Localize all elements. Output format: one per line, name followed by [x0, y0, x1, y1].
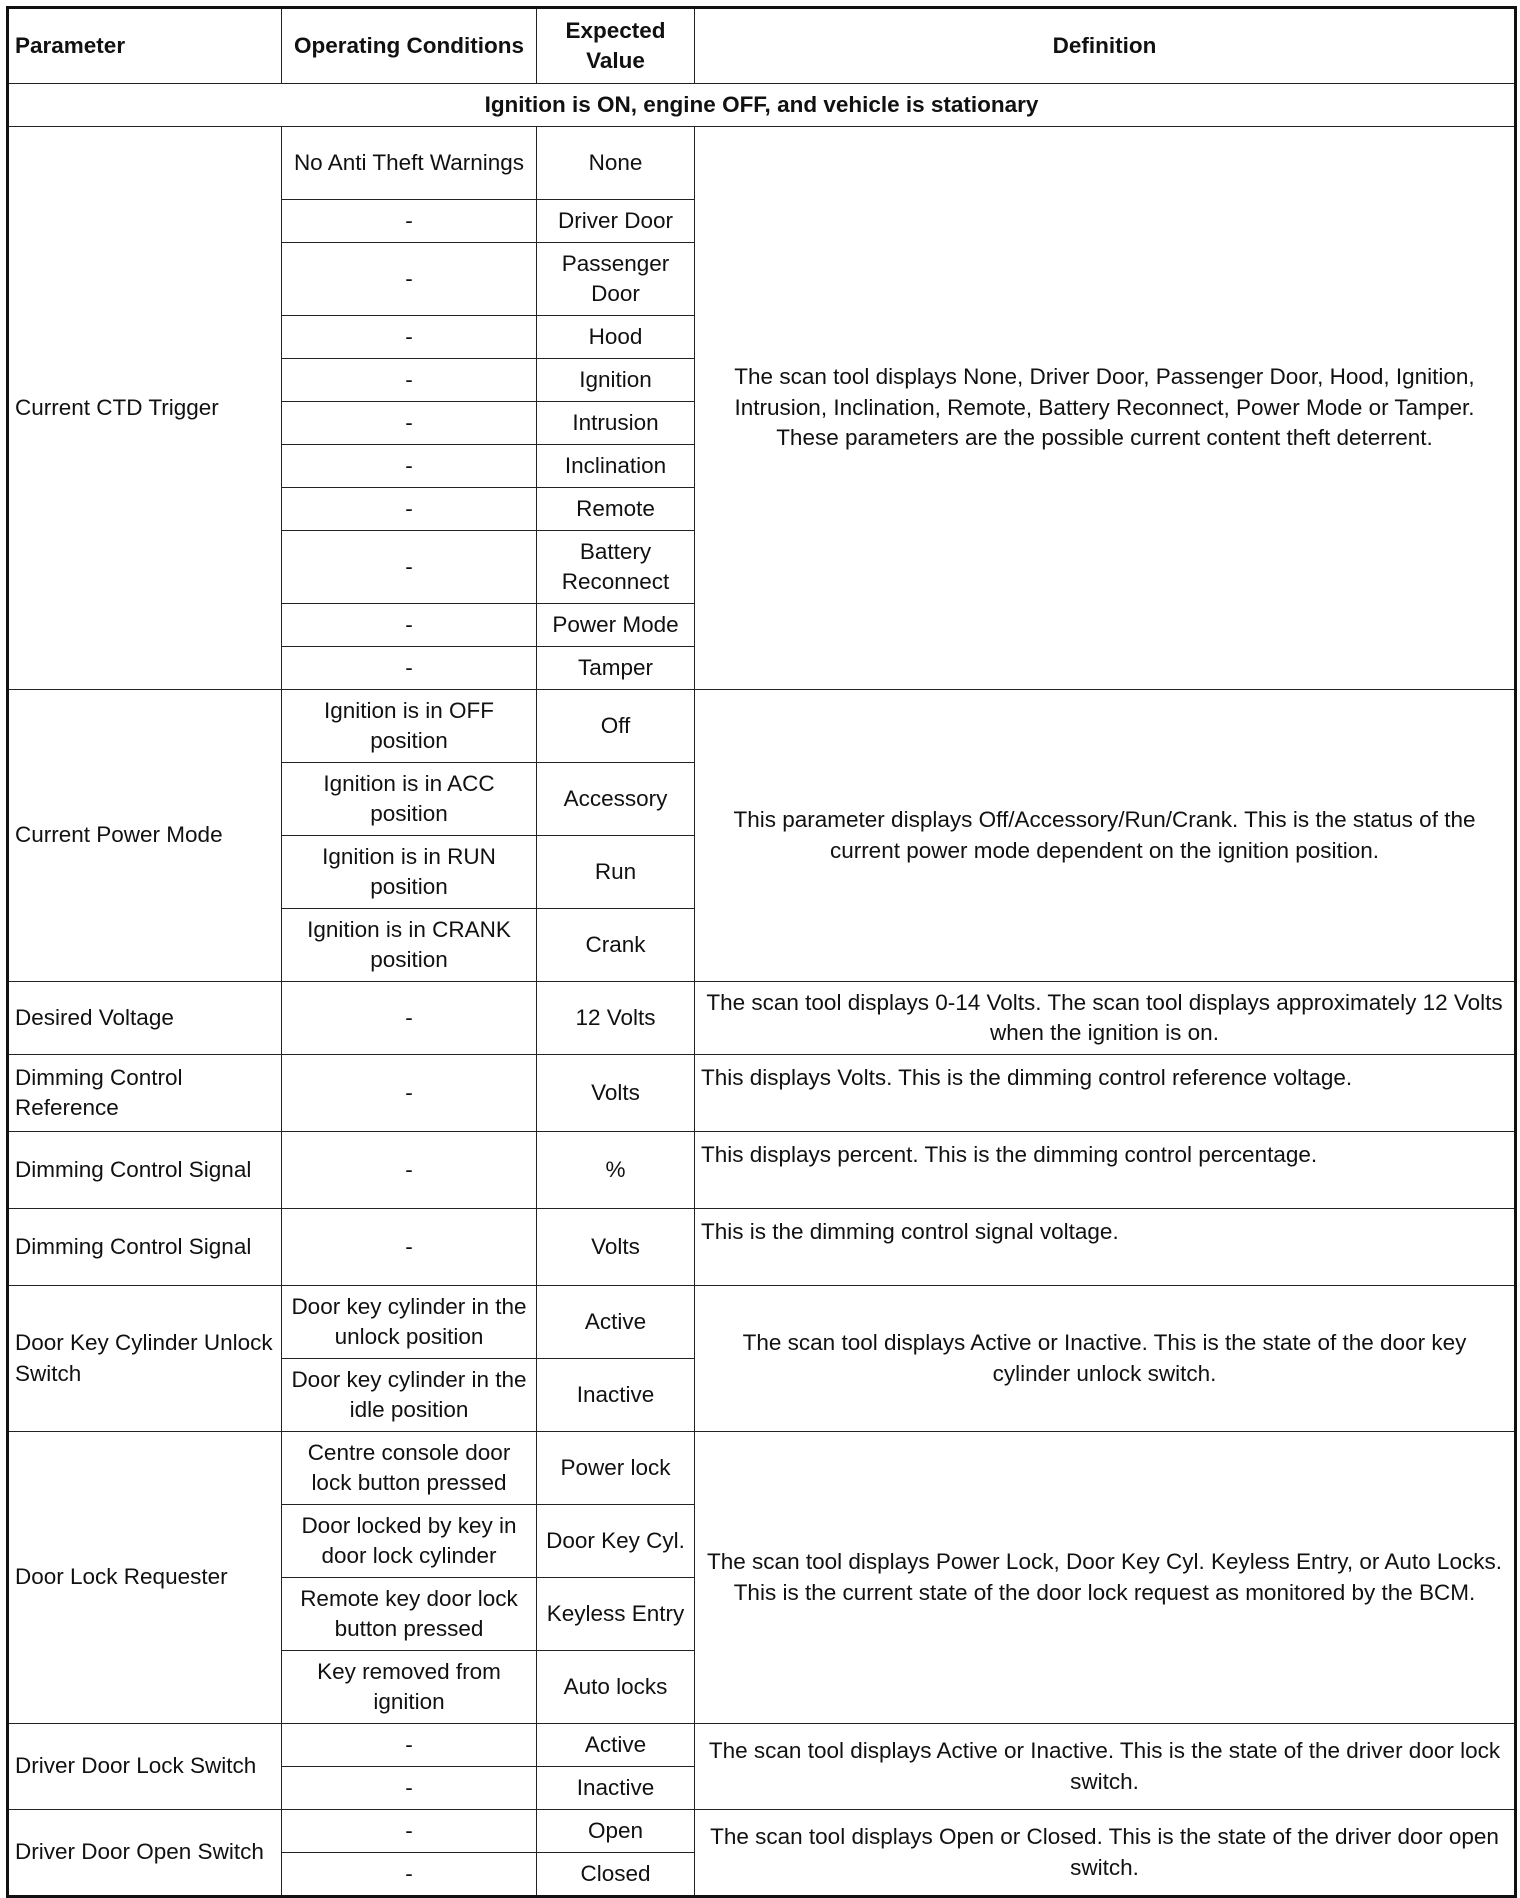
condition-cell: - [282, 243, 537, 316]
param-cell: Current CTD Trigger [8, 127, 282, 690]
param-cell: Current Power Mode [8, 690, 282, 982]
param-cell: Dimming Control Signal [8, 1132, 282, 1209]
value-cell: Driver Door [537, 200, 695, 243]
condition-cell: - [282, 531, 537, 604]
condition-cell: - [282, 1767, 537, 1810]
table-row [8, 982, 1516, 1055]
value-cell: Run [537, 836, 695, 909]
condition-cell: Ignition is in ACC position [282, 763, 537, 836]
header-row [8, 8, 1516, 84]
condition-cell: Key removed from ignition [282, 1651, 537, 1724]
value-cell: Open [537, 1810, 695, 1853]
condition-cell: - [282, 359, 537, 402]
condition-cell: - [282, 200, 537, 243]
param-cell: Dimming Control Reference [8, 1055, 282, 1132]
param-cell: Driver Door Lock Switch [8, 1724, 282, 1810]
value-cell: Hood [537, 316, 695, 359]
table-row [8, 690, 1516, 763]
table-row [8, 1432, 1516, 1505]
value-cell: 12 Volts [537, 982, 695, 1055]
definition-cell: This displays Volts. This is the dimming control reference voltage. [695, 1055, 1516, 1132]
table-row [8, 1724, 1516, 1767]
value-cell: Off [537, 690, 695, 763]
value-cell: Tamper [537, 647, 695, 690]
value-cell: Battery Reconnect [537, 531, 695, 604]
definition-cell: The scan tool displays Open or Closed. This is the state of the driver door open switch. [695, 1810, 1516, 1897]
param-cell: Desired Voltage [8, 982, 282, 1055]
value-cell: Closed [537, 1853, 695, 1897]
param-cell: Door Key Cylinder Unlock Switch [8, 1286, 282, 1432]
table-row [8, 1132, 1516, 1209]
condition-cell: - [282, 488, 537, 531]
value-cell: Ignition [537, 359, 695, 402]
condition-cell: - [282, 604, 537, 647]
table-row [8, 1209, 1516, 1286]
condition-cell: - [282, 982, 537, 1055]
value-cell: Inactive [537, 1359, 695, 1432]
condition-cell: - [282, 1810, 537, 1853]
condition-cell: Door locked by key in door lock cylinder [282, 1505, 537, 1578]
value-cell: Power lock [537, 1432, 695, 1505]
section-title: Ignition is ON, engine OFF, and vehicle is stationary [8, 84, 1516, 127]
value-cell: Inclination [537, 445, 695, 488]
condition-cell: Door key cylinder in the unlock position [282, 1286, 537, 1359]
definition-cell: The scan tool displays Power Lock, Door Key Cyl. Keyless Entry, or Auto Locks. This is the current state of the door lock request as monitored by the BCM. [695, 1432, 1516, 1724]
definition-cell: This parameter displays Off/Accessory/Run/Crank. This is the status of the current power mode dependent on the ignition position. [695, 690, 1516, 982]
condition-cell: - [282, 1853, 537, 1897]
definition-cell: This is the dimming control signal voltage. [695, 1209, 1516, 1286]
header-expected: Expected Value [537, 8, 695, 84]
condition-cell: - [282, 1209, 537, 1286]
table-row [8, 1810, 1516, 1853]
value-cell: Power Mode [537, 604, 695, 647]
condition-cell: - [282, 1132, 537, 1209]
parameter-table [6, 6, 1517, 1898]
condition-cell: Remote key door lock button pressed [282, 1578, 537, 1651]
definition-cell: The scan tool displays 0-14 Volts. The scan tool displays approximately 12 Volts when the ignition is on. [695, 982, 1516, 1055]
value-cell: Active [537, 1724, 695, 1767]
table-row [8, 1286, 1516, 1359]
value-cell: Door Key Cyl. [537, 1505, 695, 1578]
condition-cell: Ignition is in OFF position [282, 690, 537, 763]
section-row [8, 84, 1516, 127]
header-parameter: Parameter [8, 8, 282, 84]
definition-cell: The scan tool displays Active or Inactive. This is the state of the door key cylinder unlock switch. [695, 1286, 1516, 1432]
table-row [8, 127, 1516, 200]
value-cell: Volts [537, 1209, 695, 1286]
condition-cell: - [282, 316, 537, 359]
condition-cell: - [282, 1055, 537, 1132]
value-cell: % [537, 1132, 695, 1209]
value-cell: Crank [537, 909, 695, 982]
condition-cell: Ignition is in RUN position [282, 836, 537, 909]
condition-cell: - [282, 647, 537, 690]
condition-cell: No Anti Theft Warnings [282, 127, 537, 200]
condition-cell: Ignition is in CRANK position [282, 909, 537, 982]
value-cell: Passenger Door [537, 243, 695, 316]
definition-cell: The scan tool displays None, Driver Door, Passenger Door, Hood, Ignition, Intrusion, Inclination, Remote, Battery Reconnect, Power Mode or Tamper. These parameters are the possible current content theft deterrent. [695, 127, 1516, 690]
condition-cell: - [282, 1724, 537, 1767]
value-cell: Active [537, 1286, 695, 1359]
header-conditions: Operating Conditions [282, 8, 537, 84]
value-cell: Volts [537, 1055, 695, 1132]
definition-cell: The scan tool displays Active or Inactive. This is the state of the driver door lock switch. [695, 1724, 1516, 1810]
table-row [8, 1055, 1516, 1132]
value-cell: Inactive [537, 1767, 695, 1810]
condition-cell: - [282, 445, 537, 488]
condition-cell: Centre console door lock button pressed [282, 1432, 537, 1505]
definition-cell: This displays percent. This is the dimming control percentage. [695, 1132, 1516, 1209]
condition-cell: - [282, 402, 537, 445]
value-cell: Keyless Entry [537, 1578, 695, 1651]
param-cell: Driver Door Open Switch [8, 1810, 282, 1897]
value-cell: Auto locks [537, 1651, 695, 1724]
value-cell: Remote [537, 488, 695, 531]
value-cell: Accessory [537, 763, 695, 836]
value-cell: None [537, 127, 695, 200]
param-cell: Door Lock Requester [8, 1432, 282, 1724]
condition-cell: Door key cylinder in the idle position [282, 1359, 537, 1432]
param-cell: Dimming Control Signal [8, 1209, 282, 1286]
value-cell: Intrusion [537, 402, 695, 445]
header-definition: Definition [695, 8, 1516, 84]
